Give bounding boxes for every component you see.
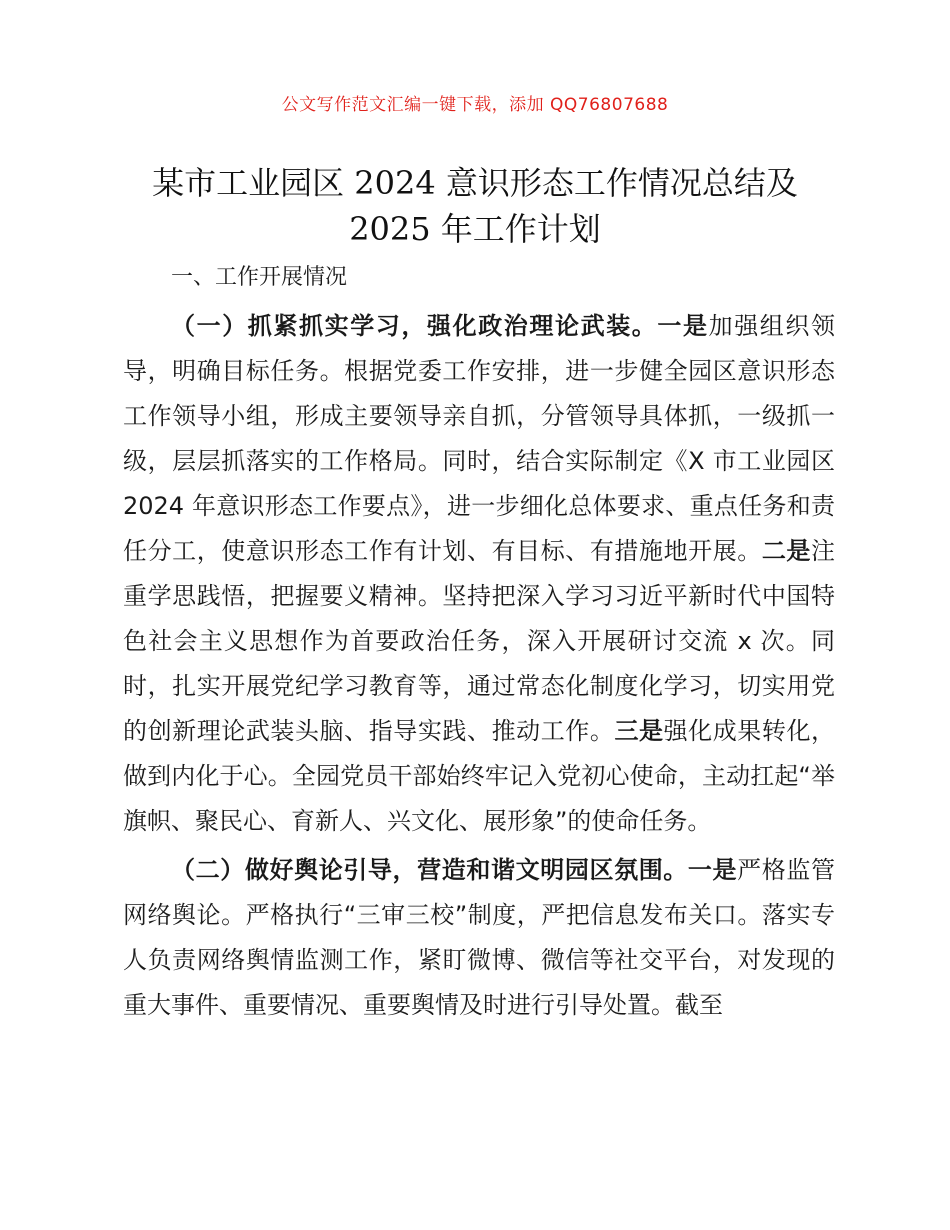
paragraph-2 xyxy=(123,848,835,1028)
paragraph-1-lead: （一）抓紧抓实学习，强化政治理论武装。 xyxy=(171,312,658,340)
marker-one-2: 一是 xyxy=(687,856,738,884)
title-line-1: 某市工业园区 2024 意识形态工作情况总结及 xyxy=(152,164,798,202)
marker-one: 一是 xyxy=(657,312,709,340)
paragraph-1-text-3: 强化成果转化，做到内化于心。全园党员干部始终牢记入党初心使命，主动扛起“举旗帜、聚民心、育新人、兴文化、展形象”的使命任务。 xyxy=(123,717,836,835)
title-line-2: 2025 年工作计划 xyxy=(349,210,601,248)
marker-two: 二是 xyxy=(761,537,812,565)
document-title xyxy=(100,160,850,252)
paragraph-2-lead: （二）做好舆论引导，营造和谐文明园区氛围。 xyxy=(171,856,688,884)
paragraph-1-text-2: 注重学思践悟，把握要义精神。坚持把深入学习习近平新时代中国特色社会主义思想作为首要政治任务，深入开展研讨交流 x 次。同时，扎实开展党纪学习教育等，通过常态化制度化学习，切实用党的创新理论武装头脑、指导实践、推动工作。 xyxy=(123,537,836,745)
document-body xyxy=(123,258,835,1032)
section-heading: 一、工作开展情况 xyxy=(171,265,348,290)
paragraph-2-text-1: 严格监管网络舆论。严格执行“三审三校”制度，严把信息发布关口。落实专人负责网络舆情监测工作，紧盯微博、微信等社交平台，对发现的重大事件、重要情况、重要舆情及时进行引导处置。截至 xyxy=(123,856,836,1019)
marker-three: 三是 xyxy=(614,717,664,745)
download-banner: 公文写作范文汇编一键下载，添加 QQ76807688 xyxy=(281,95,669,115)
paragraph-1-text-1: 加强组织领导，明确目标任务。根据党委工作安排，进一步健全园区意识形态工作领导小组，形成主要领导亲自抓，分管领导具体抓，一级抓一级，层层抓落实的工作格局。同时，结合实际制定《X 市工业园区 2024 年意识形态工作要点》，进一步细化总体要求、重点任务和责任分工，使意识形态工作有计划、有目标、有措施地开展。 xyxy=(123,312,836,565)
paragraph-1 xyxy=(123,304,835,844)
